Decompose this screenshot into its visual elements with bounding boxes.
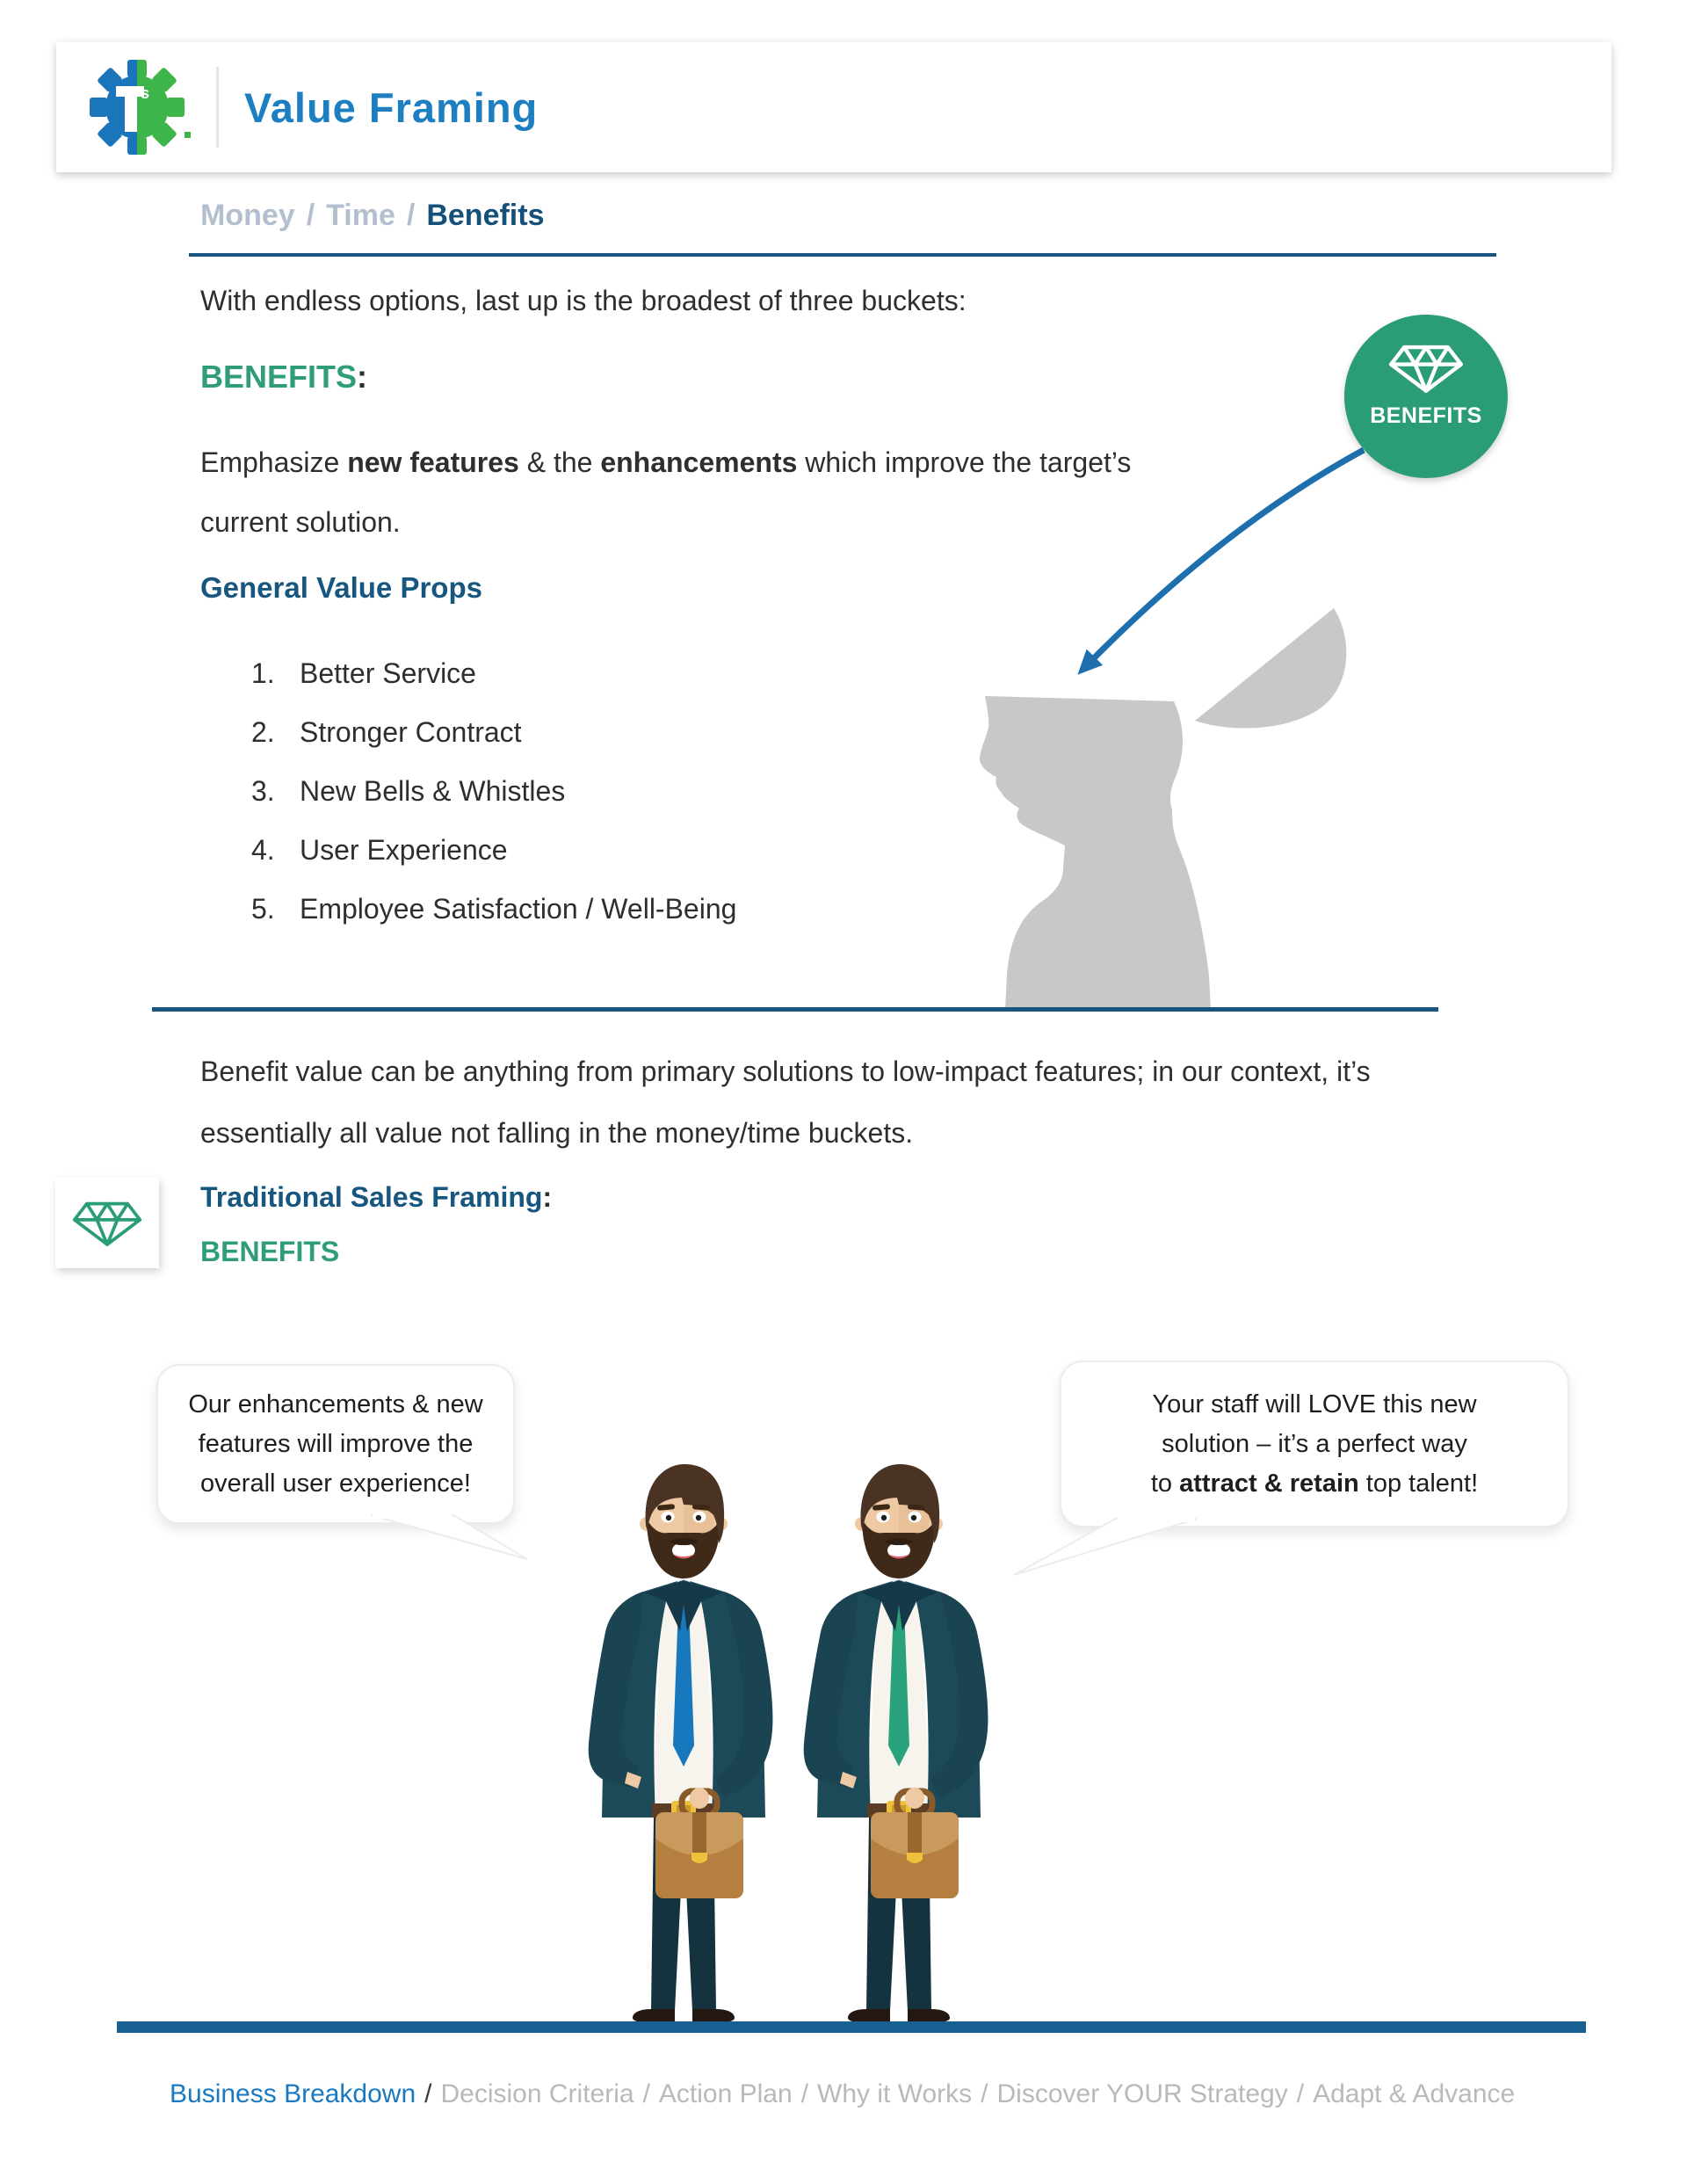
diamond-icon bbox=[70, 1198, 144, 1249]
list-item-label: Better Service bbox=[300, 657, 476, 689]
footer-nav bbox=[170, 2079, 1515, 2109]
speech-bubble-left bbox=[156, 1364, 515, 1524]
list-item-label: Stronger Contract bbox=[300, 716, 522, 748]
section-divider-top bbox=[189, 253, 1496, 257]
breadcrumb bbox=[200, 199, 544, 233]
footer-separator: / bbox=[800, 2079, 809, 2108]
curved-arrow-icon bbox=[1019, 413, 1388, 703]
footer-item-why-it-works[interactable]: Why it Works bbox=[817, 2079, 973, 2108]
speech-bubble-right bbox=[1060, 1360, 1569, 1527]
list-item-number: 3. bbox=[251, 775, 275, 807]
benefits-badge bbox=[1344, 315, 1508, 478]
diamond-icon bbox=[1386, 341, 1466, 395]
businessman-right-illustration bbox=[767, 1448, 1031, 2028]
traditional-benefits-label: BENEFITS bbox=[200, 1236, 340, 1267]
section-divider-middle bbox=[152, 1007, 1438, 1012]
footer-item-adapt-advance[interactable]: Adapt & Advance bbox=[1313, 2079, 1516, 2108]
speech-bubble-tail bbox=[1009, 1517, 1211, 1578]
speech-line: overall user experience! bbox=[200, 1469, 471, 1498]
speech-line: Our enhancements & new bbox=[188, 1389, 483, 1419]
header-card bbox=[56, 42, 1611, 172]
svg-text:s: s bbox=[141, 84, 150, 102]
ground-line bbox=[117, 2021, 1586, 2033]
traditional-heading: Traditional Sales Framing: bbox=[200, 1181, 553, 1213]
speech-line: solution – it’s a perfect way bbox=[1162, 1429, 1467, 1458]
breadcrumb-item-money[interactable]: Money bbox=[200, 199, 295, 232]
benefits-heading-label: BENEFITS bbox=[200, 359, 358, 395]
list-item bbox=[251, 775, 736, 807]
list-item-number: 2. bbox=[251, 716, 275, 748]
intro-text: With endless options, last up is the broadest of three buckets: bbox=[200, 285, 967, 316]
breadcrumb-separator: / bbox=[406, 199, 416, 232]
page-title: Value Framing bbox=[244, 83, 539, 131]
company-gear-logo-icon bbox=[88, 54, 193, 160]
speech-line: to attract & retain top talent! bbox=[1150, 1469, 1479, 1498]
value-props-list bbox=[251, 657, 736, 952]
footer-item-decision-criteria[interactable]: Decision Criteria bbox=[440, 2079, 634, 2108]
footer-item-business-breakdown[interactable]: Business Breakdown bbox=[170, 2079, 416, 2108]
speech-line: features will improve the bbox=[198, 1429, 474, 1458]
breadcrumb-separator: / bbox=[306, 199, 315, 232]
footer-separator: / bbox=[1296, 2079, 1305, 2108]
footer-separator: / bbox=[642, 2079, 650, 2108]
list-item bbox=[251, 834, 736, 866]
list-item-label: User Experience bbox=[300, 834, 508, 866]
speech-line: Your staff will LOVE this new bbox=[1152, 1389, 1477, 1419]
emphasize-paragraph: Emphasize new features & the enhancements which improve the target’s current solution. bbox=[200, 446, 1132, 538]
speech-bubble-tail bbox=[367, 1513, 531, 1563]
list-item-label: New Bells & Whistles bbox=[300, 775, 566, 807]
diamond-card bbox=[55, 1178, 159, 1268]
value-props-heading: General Value Props bbox=[200, 571, 482, 604]
footer-item-discover-your-strategy[interactable]: Discover YOUR Strategy bbox=[996, 2079, 1288, 2108]
breadcrumb-item-benefits[interactable]: Benefits bbox=[426, 199, 545, 232]
list-item-number: 1. bbox=[251, 657, 275, 689]
list-item-label: Employee Satisfaction / Well-Being bbox=[300, 893, 737, 925]
benefit-value-paragraph: Benefit value can be anything from primary solutions to low-impact features; in our context, it’s essentially all value not falling in the money/time buckets. bbox=[200, 1056, 1371, 1149]
list-item bbox=[251, 893, 736, 925]
list-item bbox=[251, 657, 736, 689]
benefits-heading: BENEFITS: bbox=[200, 359, 368, 395]
logo-divider bbox=[216, 67, 219, 148]
breadcrumb-item-time[interactable]: Time bbox=[326, 199, 395, 232]
list-item-number: 4. bbox=[251, 834, 275, 866]
footer-item-action-plan[interactable]: Action Plan bbox=[658, 2079, 793, 2108]
footer-separator: / bbox=[981, 2079, 988, 2108]
list-item-number: 5. bbox=[251, 893, 275, 925]
footer-separator: / bbox=[424, 2079, 432, 2108]
badge-label: BENEFITS bbox=[1370, 403, 1482, 428]
list-item bbox=[251, 716, 736, 748]
